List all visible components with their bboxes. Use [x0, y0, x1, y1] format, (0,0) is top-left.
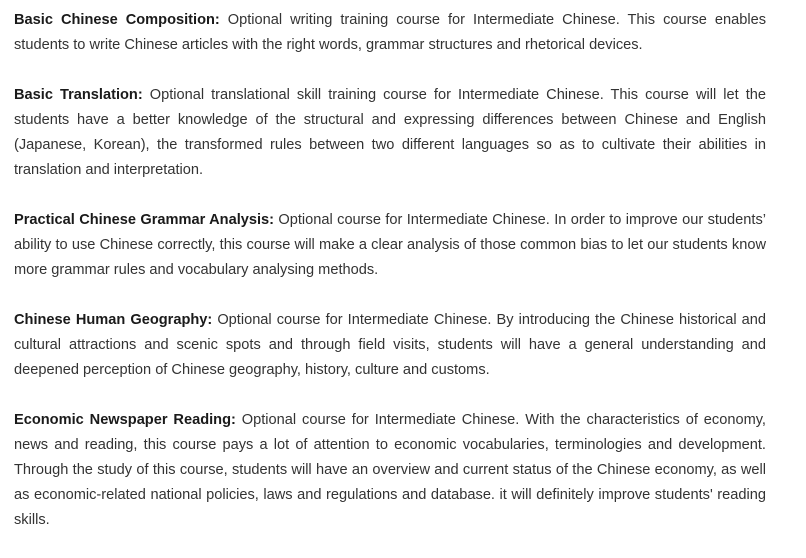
course-entry-economic-newspaper-reading — [14, 408, 766, 533]
course-description: Optional course for Intermediate Chinese. In order to improve our students’ ability to use Chinese correctly, this course will make a clear analysis of those common bias to let our students know more grammar rules and vocabulary analysing methods. — [14, 212, 766, 278]
course-title: Chinese Human Geography: — [14, 312, 213, 328]
course-description: Optional translational skill training course for Intermediate Chinese. This course will let the students have a better knowledge of the structural and expressing differences between Chinese and English (Japanese, Korean), the transformed rules between two different languages so as to cultivate their abilities in translation and interpretation. — [14, 87, 766, 178]
course-description: Optional writing training course for Intermediate Chinese. This course enables students to write Chinese articles with the right words, grammar structures and rhetorical devices. — [14, 12, 767, 53]
course-entry-basic-chinese-composition — [14, 8, 766, 58]
course-title: Basic Chinese Composition: — [14, 12, 220, 28]
course-title: Basic Translation: — [14, 87, 143, 103]
course-entry-chinese-human-geography — [14, 308, 766, 383]
course-list — [14, 8, 766, 558]
course-entry-basic-translation — [14, 83, 766, 183]
course-entry-practical-chinese-grammar-analysis — [14, 208, 766, 283]
course-title: Practical Chinese Grammar Analysis: — [14, 212, 275, 228]
course-description: Optional course for Intermediate Chinese. With the characteristics of economy, news and reading, this course pays a lot of attention to economic vocabularies, terminologies and development. Through the study of this course, students will have an overview and current status of the Chinese economy, as well as economic-related national policies, laws and regulations and database. it will definitely improve students' reading skills. — [14, 412, 766, 528]
course-description: Optional course for Intermediate Chinese. By introducing the Chinese historical and cultural attractions and scenic spots and through field visits, students will have a general understanding and deepened perception of Chinese geography, history, culture and customs. — [14, 312, 766, 378]
course-title: Economic Newspaper Reading: — [14, 412, 236, 428]
